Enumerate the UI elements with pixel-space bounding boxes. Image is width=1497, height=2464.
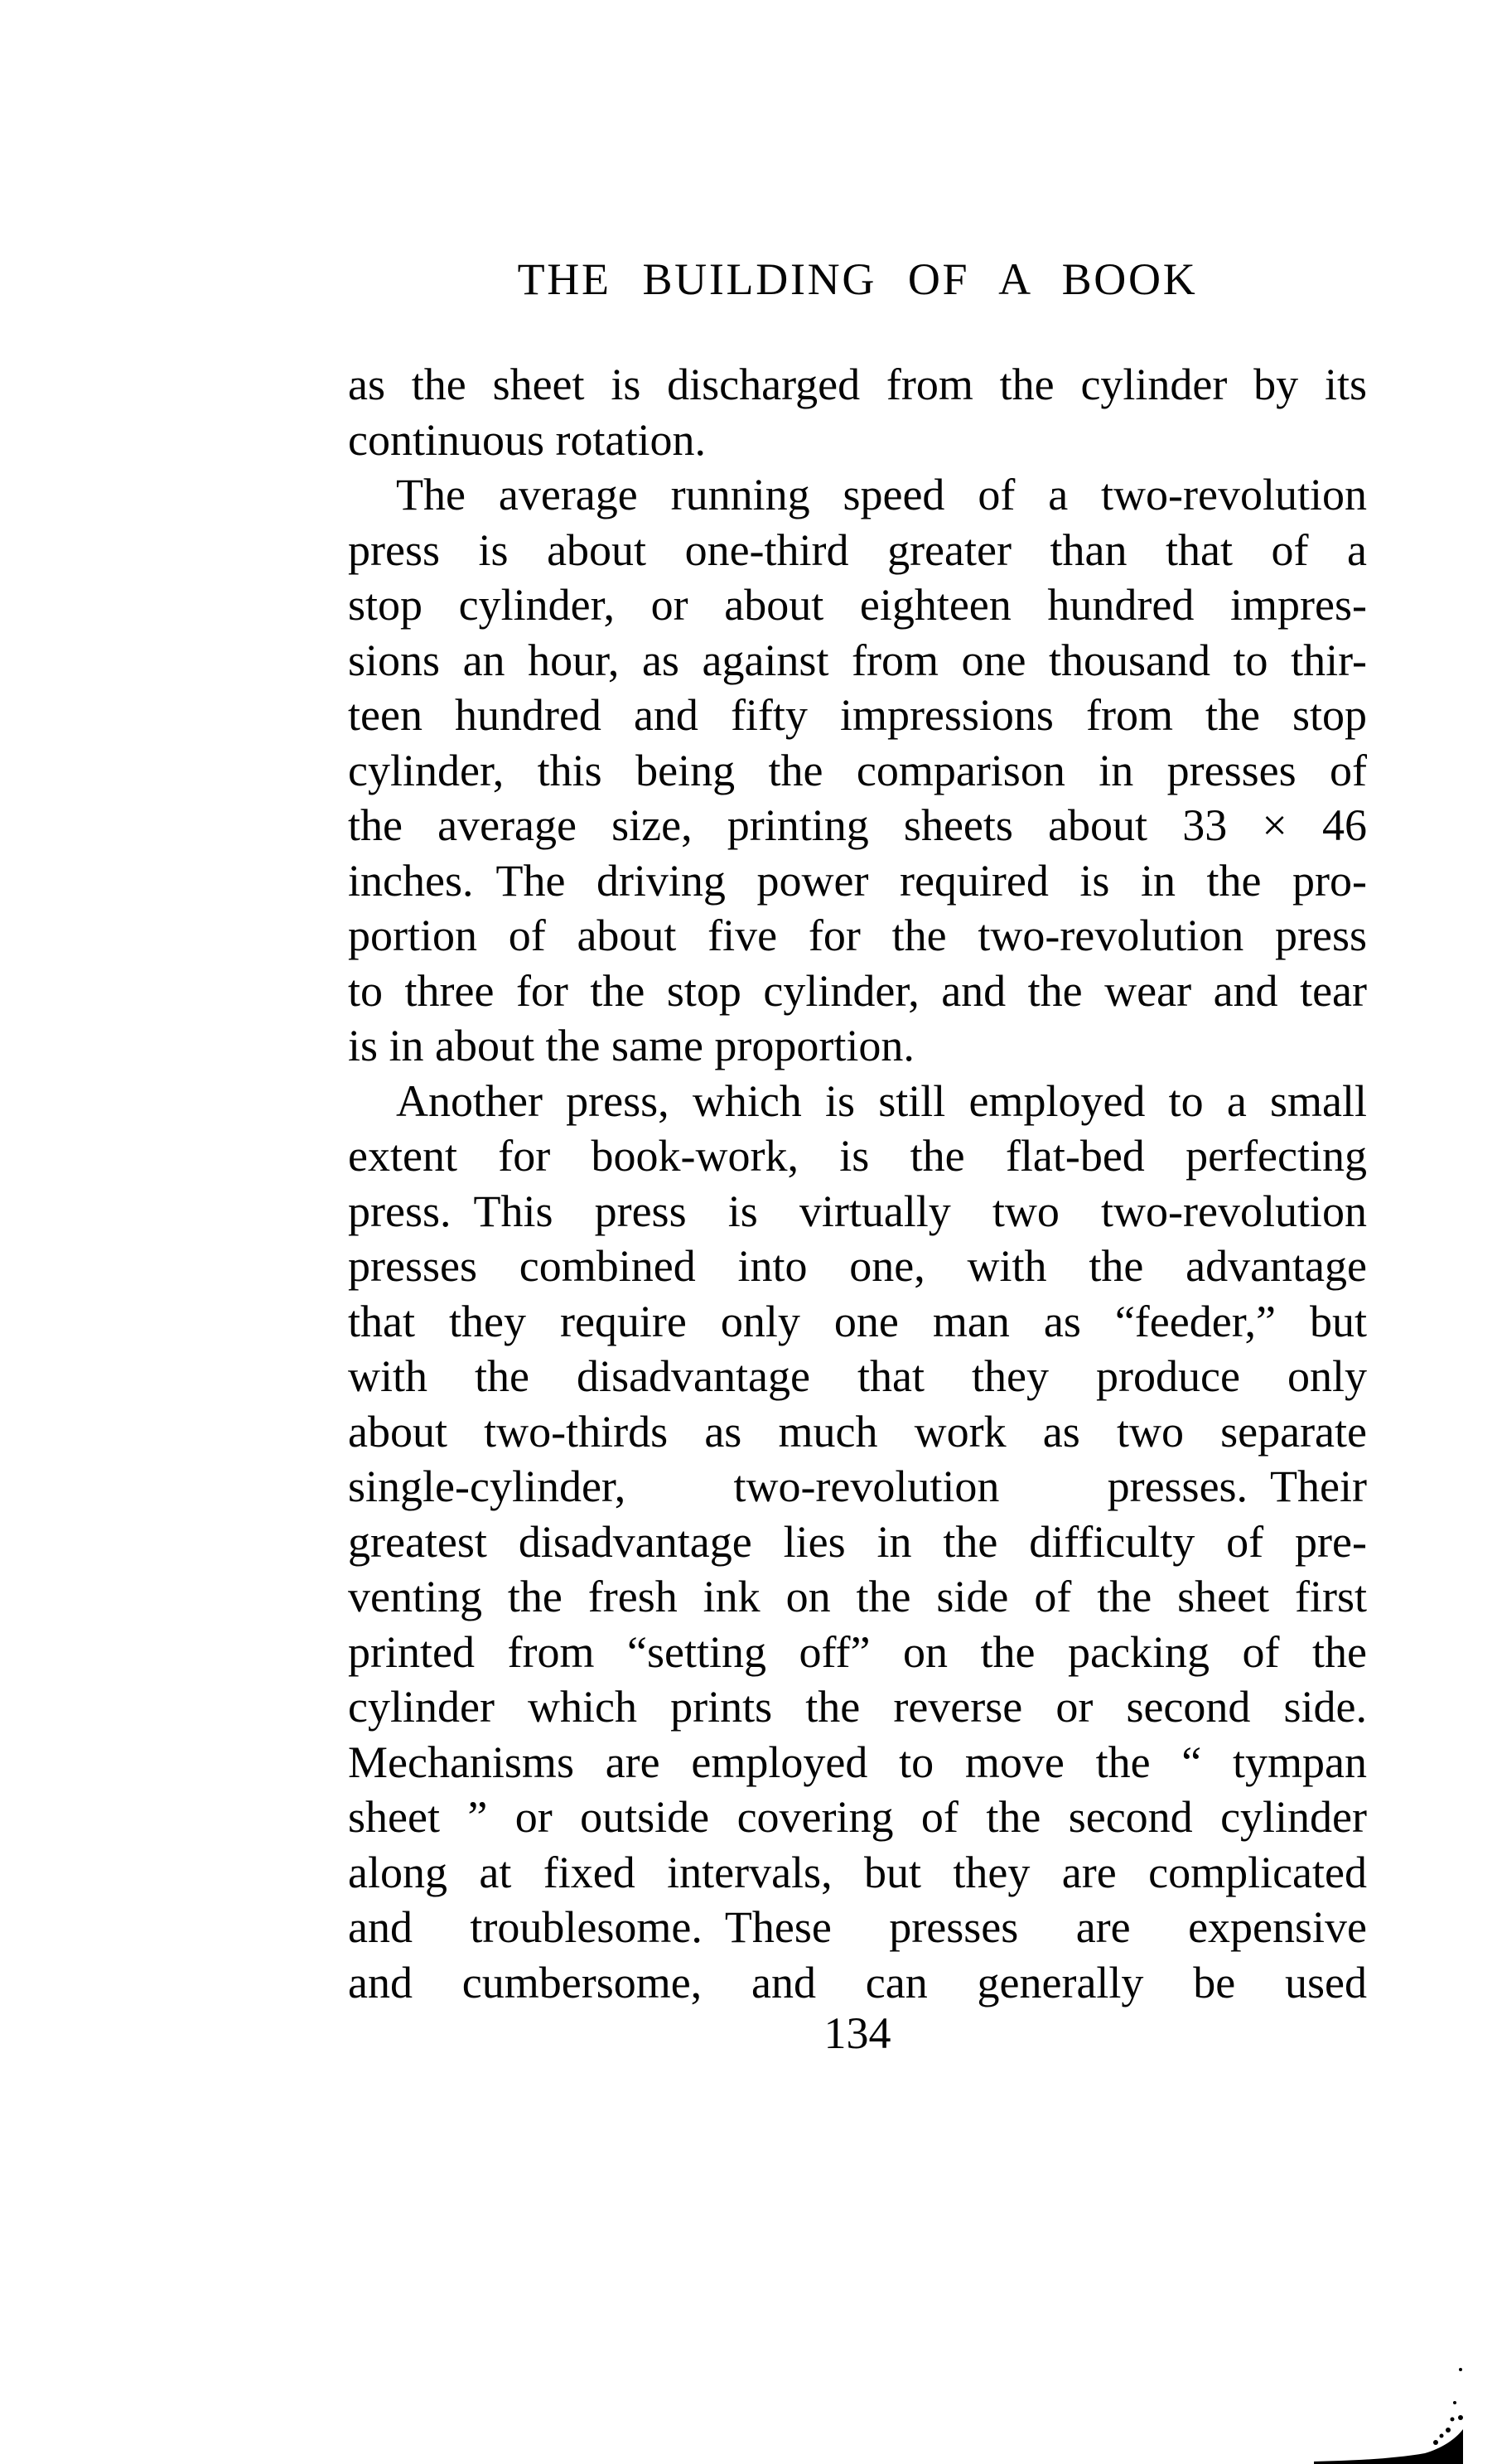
running-header: THE BUILDING OF A BOOK [517, 254, 1198, 304]
text-line: venting the fresh ink on the side of the sheet first [348, 1572, 1367, 1621]
text-line: press. This press is virtually two two-revolution [348, 1186, 1367, 1236]
text-block [348, 357, 1367, 2010]
text-line: that they require only one man as “feeder,” but [348, 1296, 1367, 1346]
text-line: extent for book-work, is the flat-bed perfecting [348, 1131, 1367, 1181]
text-line: stop cylinder, or about eighteen hundred impres- [348, 580, 1367, 630]
text-line: The average running speed of a two-revolution [396, 470, 1367, 519]
page-number: 134 [823, 2008, 891, 2058]
text-line: cylinder which prints the reverse or second side. [348, 1682, 1367, 1732]
text-line: to three for the stop cylinder, and the wear and tear [348, 965, 1367, 1016]
text-line: greatest disadvantage lies in the difficulty of pre- [348, 1516, 1367, 1567]
text-line: press is about one-third greater than that of a [348, 524, 1367, 575]
text-line: the average size, printing sheets about 33 × 46 [348, 800, 1367, 850]
text-line: sheet ” or outside covering of the second cylinder [348, 1792, 1367, 1842]
text-line: along at fixed intervals, but they are complicated [348, 1847, 1367, 1897]
page-corner-ink-smudge [1309, 2361, 1470, 2464]
text-line: portion of about five for the two-revolution press [348, 911, 1367, 960]
text-line: is in about the same proportion. [348, 1021, 915, 1070]
text-line: about two-thirds as much work as two separate [348, 1406, 1367, 1457]
text-line: inches. The driving power required is in the pro- [348, 855, 1367, 906]
text-line: teen hundred and fifty impressions from the stop [348, 690, 1367, 740]
text-line: continuous rotation. [348, 414, 706, 465]
text-line: as the sheet is discharged from the cylinder by its [348, 360, 1367, 409]
text-line: presses combined into one, with the advantage [348, 1241, 1367, 1291]
text-line: printed from “setting off” on the packing of the [348, 1626, 1367, 1677]
text-line: Mechanisms are employed to move the “ tympan [348, 1737, 1367, 1787]
text-line: and cumbersome, and can generally be used [348, 1957, 1367, 2007]
text-line: cylinder, this being the comparison in presses of [348, 745, 1367, 795]
text-line: sions an hour, as against from one thousand to thir- [348, 635, 1367, 685]
text-line: with the disadvantage that they produce only [348, 1351, 1367, 1401]
text-line: Another press, which is still employed to a small [396, 1075, 1367, 1126]
text-line: and troublesome. These presses are expensive [348, 1902, 1367, 1952]
text-line: single-cylinder, two-revolution presses. Their [348, 1461, 1367, 1511]
